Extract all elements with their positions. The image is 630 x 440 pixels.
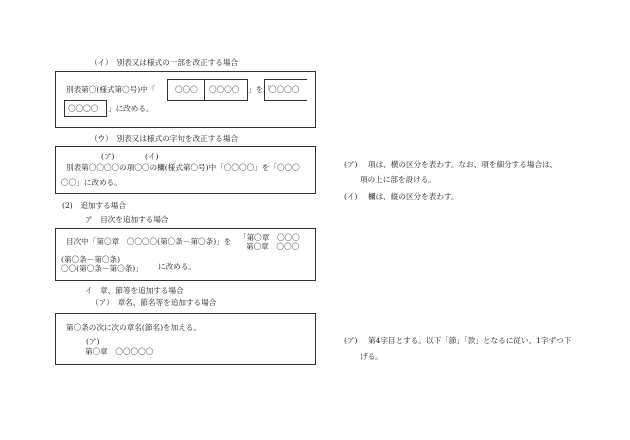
- section-i-line1-pre: 別表第〇(様式第〇号)中「: [66, 85, 156, 94]
- toc-right1: 「第〇章 〇〇〇: [239, 233, 300, 242]
- section-i-cell1-text: 〇〇〇: [175, 85, 198, 94]
- section-i-cell4-text: 〇〇〇〇: [68, 104, 99, 113]
- section-u-line1: 別表第〇〇〇〇の項〇〇の欄(様式第〇号)中「〇〇〇〇」を「〇〇〇: [66, 163, 300, 172]
- toc-line4: 〇〇(第〇条－第〇条)」: [61, 264, 143, 273]
- note-1-text: 項は、横の区分を表わす。なお、項を細分する場合は、: [368, 160, 558, 169]
- chapter-line2: 第〇章 〇〇〇〇〇: [85, 347, 154, 356]
- section-u-line2: 〇〇」に改める。: [61, 178, 122, 187]
- note-2-text: 欄は、縦の区分を表わす。: [368, 192, 459, 201]
- note-1-cont: 項の上に部を設ける。: [360, 175, 436, 184]
- note-3-text: 第4字目とする。以下「節」「款」となるに従い、1字ずつ下: [368, 336, 572, 345]
- note-3-label: (ア): [344, 336, 358, 345]
- chapter-ruby: (ア): [86, 337, 100, 346]
- toc-line3: (第〇条－第〇条): [61, 255, 121, 264]
- section-i-line2-post: 」に改める。: [108, 104, 154, 113]
- section-u-heading: （ウ） 別表又は様式の字句を改正する場合: [90, 134, 239, 143]
- note-2-label: (イ): [344, 192, 358, 201]
- section-2-heading: (2) 追加する場合: [62, 201, 126, 210]
- section-u-ruby-a: (ア): [101, 152, 115, 161]
- note-3-cont: げる。: [360, 352, 383, 361]
- section-i-heading: （イ） 別表又は様式の一部を改正する場合: [90, 58, 239, 67]
- section-2-sub-a: ア 目次を追加する場合: [85, 215, 169, 224]
- chapter-line1: 第〇条の次に次の章名(節名)を加える。: [66, 323, 202, 332]
- section-i-cell2-text: 〇〇〇〇: [209, 85, 240, 94]
- toc-end: に改める。: [158, 262, 196, 271]
- section-2-sub-i: イ 章、節等を追加する場合: [85, 286, 184, 295]
- section-i-mid: 」を「: [248, 85, 271, 94]
- toc-right2: 第〇章 〇〇〇: [246, 242, 300, 251]
- note-1-label: (ア): [344, 160, 358, 169]
- toc-line1: 目次中「第〇章 〇〇〇〇(第〇条－第〇条)」を: [66, 237, 232, 246]
- section-u-ruby-i: (イ): [145, 152, 159, 161]
- section-i-cell3-text: 〇〇〇〇: [269, 85, 300, 94]
- section-2-sub-a2: （ア） 章名、節名等を追加する場合: [91, 298, 217, 307]
